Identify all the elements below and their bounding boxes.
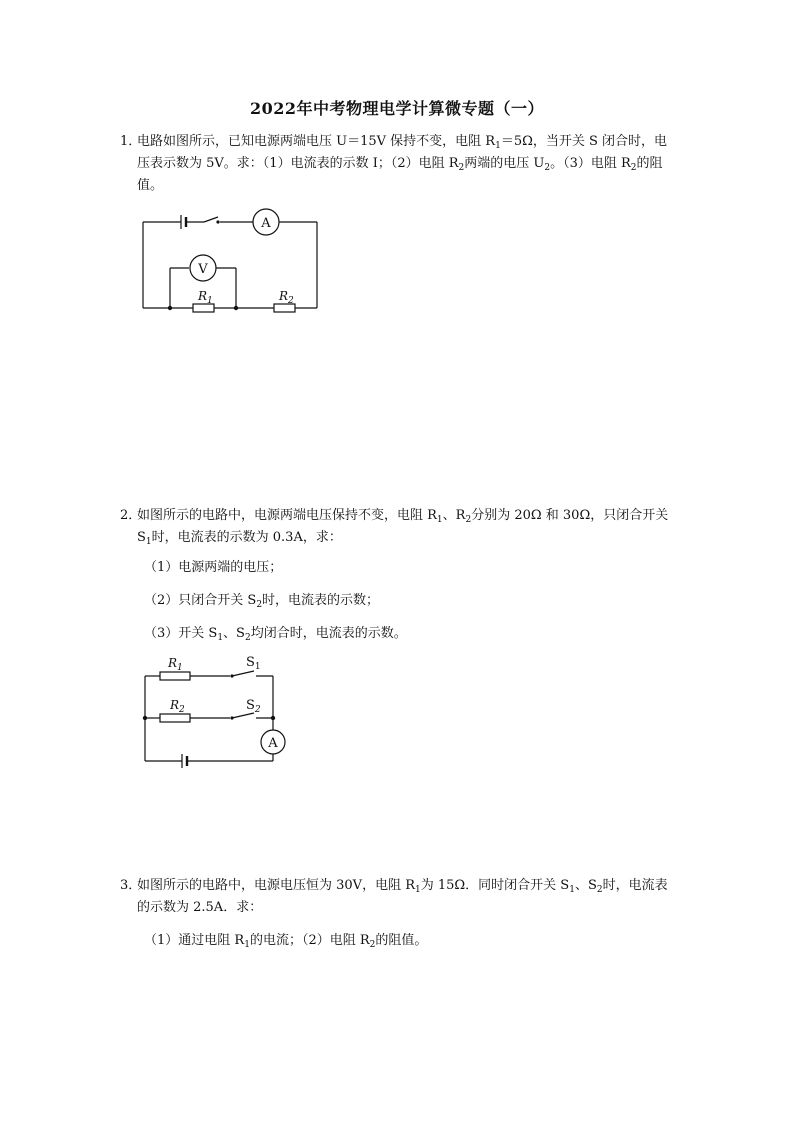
switch-contact	[230, 674, 233, 677]
junction-dot	[143, 716, 147, 720]
r2-label: $R_2$	[279, 289, 294, 306]
question-text: 如图所示的电路中，电源两端电压保持不变，电阻 $R_1$、$R_2$分别为 20Ω 和 30Ω，只闭合开关 $S_1$时，电流表的示数为 0.3A，求：	[137, 508, 669, 547]
question-1	[120, 131, 680, 197]
sub-question-1: （1）电源两端的电压；	[144, 560, 283, 575]
sub-question-3: （3）开关 $S_1$、$S_2$均闭合时，电流表的示数。	[144, 626, 407, 643]
switch-contact	[216, 220, 219, 223]
ammeter-label: A	[268, 736, 278, 751]
question-number: 1．	[120, 134, 142, 149]
r2-label: $R_2$	[170, 698, 185, 715]
voltmeter-label: V	[198, 262, 208, 277]
sub-question-1: （1）通过电阻 $R_1$的电流；（2）电阻 $R_2$的阻值。	[144, 933, 428, 950]
question-text: 电路如图所示，已知电源两端电压 U＝15V 保持不变，电阻 $R_1=5\Omega$，当开关 S 闭合时，电压表示数为 5V。求：（1）电流表的示数 I；（2）电阻 $R_2$两端的电压 $U_2$。（3）电阻 $R_2$的阻值。	[137, 134, 668, 193]
junction-dot	[271, 716, 275, 720]
junction-dot	[234, 306, 238, 310]
ammeter-label: A	[261, 216, 271, 231]
s2-label: $S_2$	[246, 698, 261, 715]
question-2	[120, 505, 680, 549]
r1-label: $R_1$	[168, 656, 183, 673]
circuit-diagram-2	[138, 650, 308, 770]
s1-label: $S_1$	[246, 655, 261, 672]
junction-dot	[168, 306, 172, 310]
switch-contact	[230, 716, 233, 719]
circuit-diagram-1	[136, 205, 326, 315]
question-number: 3．	[120, 878, 142, 893]
question-number: 2．	[120, 508, 142, 523]
r1-label: $R_1$	[198, 289, 213, 306]
question-3	[120, 875, 680, 919]
page-title: 2022年中考物理电学计算微专题（一）	[249, 99, 545, 118]
question-text: 如图所示的电路中，电源电压恒为 30V，电阻 $R_1$为 15Ω．同时闭合开关 $S_1$、$S_2$时，电流表的示数为 2.5A．求：	[137, 878, 668, 915]
sub-question-2: （2）只闭合开关 $S_2$时，电流表的示数；	[144, 593, 380, 610]
